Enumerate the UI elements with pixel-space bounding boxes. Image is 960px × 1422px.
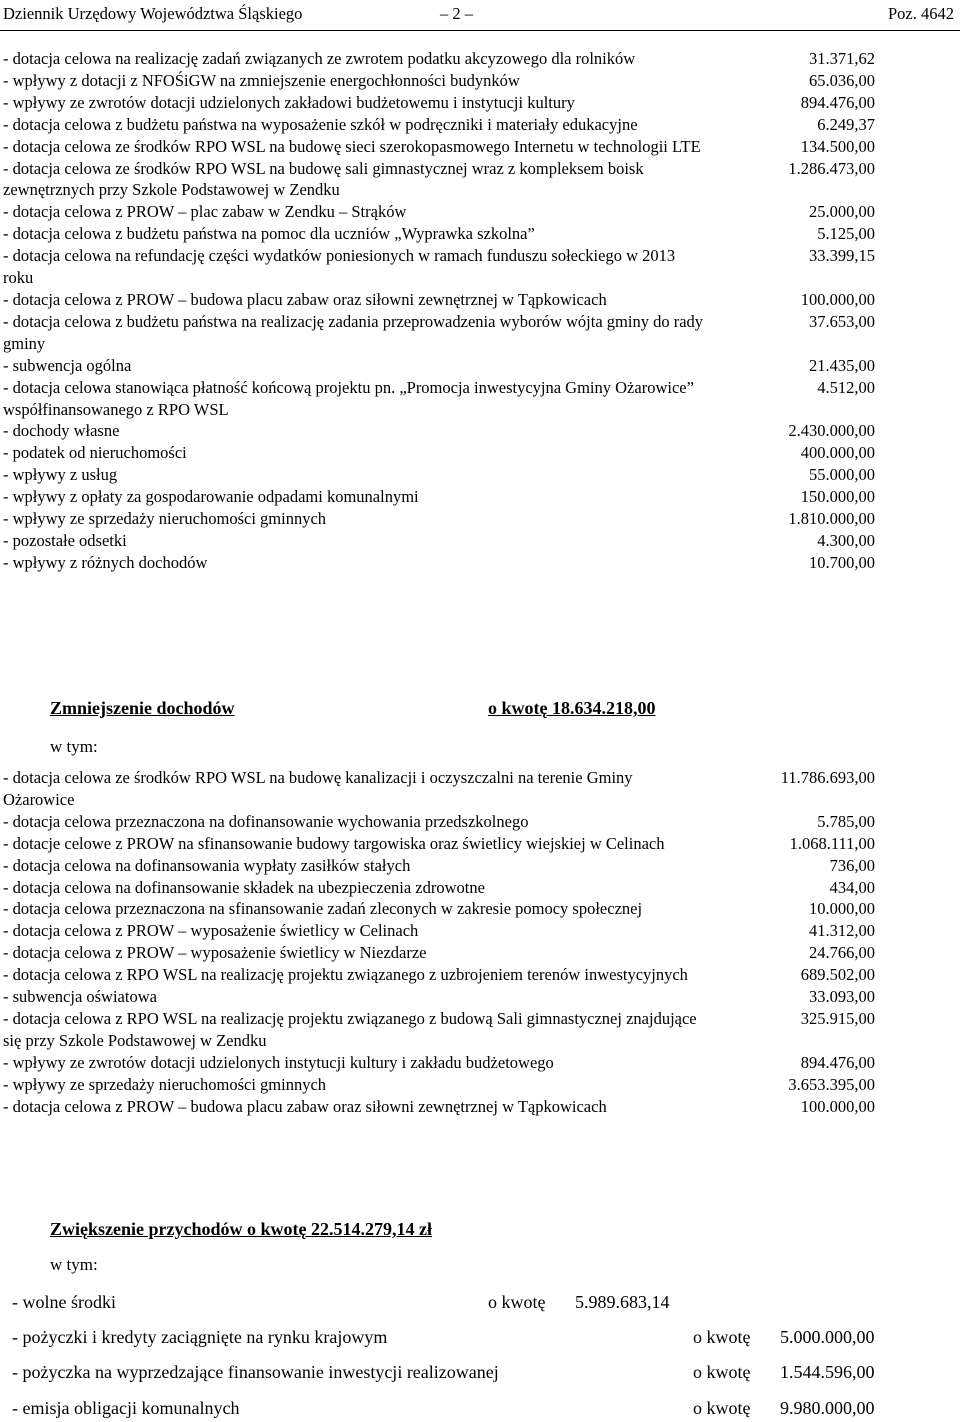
item-amount: 31.371,62 (809, 49, 875, 68)
item-amount: 894.476,00 (800, 1052, 875, 1072)
item-description: - subwencja oświatowa (3, 987, 157, 1007)
position-number: Poz. 4642 (888, 4, 954, 23)
list-item (3, 877, 875, 899)
item-amount: 325.915,00 (800, 1008, 875, 1028)
item-amount: 4.300,00 (817, 530, 875, 550)
decrease-title: Zmniejszenie dochodów (50, 698, 235, 718)
list-item (3, 420, 875, 442)
item-amount: 25.000,00 (809, 202, 875, 222)
list-item (3, 245, 875, 289)
financing-label: o kwotę (693, 1398, 751, 1418)
list-item (3, 92, 875, 114)
item-amount: 55.000,00 (809, 465, 875, 485)
list-item (3, 942, 875, 964)
list-item (3, 508, 875, 530)
list-item (3, 311, 875, 355)
financing-description: - wolne środki (12, 1292, 116, 1312)
item-description: - dotacja celowa z PROW – plac zabaw w Zendku – Strąków (3, 202, 407, 222)
item-description: - wpływy z opłaty za gospodarowanie odpadami komunalnymi (3, 487, 419, 507)
financing-amount: 5.000.000,00 (780, 1327, 875, 1347)
list-item (3, 289, 875, 311)
item-description: - dotacje celowe z PROW na sfinansowanie budowy targowiska oraz świetlicy wiejskiej w Celinach (3, 833, 665, 853)
list-item (3, 442, 875, 464)
list-item (3, 377, 875, 421)
item-description: - wpływy z usług (3, 465, 118, 485)
item-amount: 21.435,00 (809, 355, 875, 375)
item-amount: 10.000,00 (809, 899, 875, 919)
financing-description: - pożyczki i kredyty zaciągnięte na rynku krajowym (12, 1327, 388, 1347)
list-item (3, 48, 875, 70)
item-amount: 1.810.000,00 (788, 509, 875, 529)
income-list (3, 48, 875, 574)
item-description: - dotacja celowa z PROW – budowa placu zabaw oraz siłowni zewnętrznej w Tąpkowicach (3, 289, 607, 309)
item-amount: 689.502,00 (800, 965, 875, 985)
item-description: - wpływy ze sprzedaży nieruchomości gminnych (3, 1074, 327, 1094)
list-item (3, 70, 875, 92)
list-item (3, 898, 875, 920)
item-description: - wpływy ze zwrotów dotacji udzielonych zakładowi budżetowemu i instytucji kultury (3, 92, 575, 112)
item-amount: 41.312,00 (809, 921, 875, 941)
financing-label: o kwotę (693, 1327, 751, 1347)
item-description: - dotacja celowa na realizację zadań związanych ze zwrotem podatku akcyzowego dla rolników (3, 49, 636, 68)
item-amount: 1.068.111,00 (789, 833, 875, 853)
list-item (3, 1096, 875, 1118)
financing-amount: 5.989.683,14 (575, 1292, 670, 1312)
item-amount: 65.036,00 (809, 70, 875, 90)
item-amount: 100.000,00 (800, 1096, 875, 1116)
item-description: - dotacja celowa na refundację części wydatków poniesionych w ramach funduszu sołeckiego w 2013 roku (3, 246, 676, 288)
list-item (3, 530, 875, 552)
item-description: - dotacja celowa z budżetu państwa na realizację zadania przeprowadzenia wyborów wójta gminy do rady gminy (3, 311, 704, 353)
item-description: - wpływy ze zwrotów dotacji udzielonych instytucji kultury i zakładu budżetowego (3, 1052, 554, 1072)
item-amount: 37.653,00 (809, 311, 875, 331)
list-item (3, 158, 875, 202)
item-amount: 736,00 (829, 855, 875, 875)
item-amount: 10.700,00 (809, 552, 875, 572)
increase-wtym: w tym: (50, 1255, 98, 1274)
item-description: - dotacja celowa przeznaczona na dofinansowanie wychowania przedszkolnego (3, 811, 529, 831)
item-amount: 11.786.693,00 (780, 768, 875, 787)
item-amount: 134.500,00 (800, 136, 875, 156)
item-description: - pozostałe odsetki (3, 530, 127, 550)
item-description: - dotacja celowa na dofinansowanie składek na ubezpieczenia zdrowotne (3, 877, 485, 897)
item-amount: 1.286.473,00 (788, 158, 875, 178)
item-amount: 3.653.395,00 (788, 1074, 875, 1094)
item-amount: 6.249,37 (817, 114, 875, 134)
item-amount: 894.476,00 (800, 92, 875, 112)
page-number: – 2 – (440, 4, 473, 23)
financing-label: o kwotę (693, 1362, 751, 1382)
decrease-amount: o kwotę 18.634.218,00 (488, 698, 656, 718)
list-item (3, 136, 875, 158)
list-item (3, 1008, 875, 1052)
list-item (3, 486, 875, 508)
financing-item (12, 1360, 902, 1384)
item-description: - podatek od nieruchomości (3, 443, 187, 463)
item-description: - wpływy z dotacji z NFOŚiGW na zmniejszenie energochłonności budynków (3, 70, 520, 90)
list-item (3, 811, 875, 833)
list-item (3, 855, 875, 877)
item-description: - dotacja celowa przeznaczona na sfinansowanie zadań zleconych w zakresie pomocy społecznej (3, 899, 643, 919)
item-description: - dotacja celowa z PROW – wyposażenie świetlicy w Celinach (3, 921, 419, 941)
item-description: - dotacja celowa ze środków RPO WSL na budowę kanalizacji i oczyszczalni na terenie Gminy Ożarowice (3, 768, 633, 809)
item-description: - dotacja celowa z RPO WSL na realizację projektu związanego z uzbrojeniem terenów inwestycyjnych (3, 965, 688, 985)
item-description: - subwencja ogólna (3, 355, 132, 375)
financing-label: o kwotę (488, 1292, 546, 1312)
increase-title: Zwiększenie przychodów o kwotę 22.514.279,14 zł (50, 1219, 432, 1239)
financing-description: - emisja obligacji komunalnych (12, 1398, 240, 1418)
item-description: - dotacja celowa ze środków RPO WSL na budowę sieci szerokopasmowego Internetu w technologii LTE (3, 136, 701, 156)
item-description: - dotacja celowa z PROW – budowa placu zabaw oraz siłowni zewnętrznej w Tąpkowicach (3, 1096, 607, 1116)
list-item (3, 833, 875, 855)
financing-amount: 1.544.596,00 (780, 1362, 875, 1382)
item-amount: 24.766,00 (809, 943, 875, 963)
item-description: - wpływy z różnych dochodów (3, 552, 208, 572)
item-amount: 100.000,00 (800, 289, 875, 309)
item-description: - dotacja celowa na dofinansowania wypłaty zasiłków stałych (3, 855, 411, 875)
list-item (3, 223, 875, 245)
item-amount: 4.512,00 (817, 377, 875, 397)
item-amount: 400.000,00 (800, 443, 875, 463)
decrease-list (3, 767, 875, 1118)
item-description: - dotacja celowa z budżetu państwa na wyposażenie szkół w podręczniki i materiały edukacyjne (3, 114, 638, 134)
list-item (3, 920, 875, 942)
item-amount: 33.093,00 (809, 987, 875, 1007)
financing-item (12, 1396, 902, 1420)
item-description: - dochody własne (3, 421, 120, 441)
list-item (3, 552, 875, 574)
item-description: - dotacja celowa stanowiąca płatność końcową projektu pn. „Promocja inwestycyjna Gminy Ożarowice” współfinansowanego z RPO WSL (3, 377, 694, 419)
list-item (3, 201, 875, 223)
page-header (0, 0, 960, 31)
item-amount: 5.785,00 (817, 811, 875, 831)
list-item (3, 114, 875, 136)
list-item (3, 464, 875, 486)
decrease-wtym: w tym: (50, 737, 98, 756)
item-amount: 150.000,00 (800, 487, 875, 507)
list-item (3, 964, 875, 986)
item-description: - dotacja celowa ze środków RPO WSL na budowę sali gimnastycznej wraz z kompleksem boisk zewnętrznych przy Szkole Podstawowej w Zendku (3, 158, 644, 200)
item-amount: 33.399,15 (809, 246, 875, 266)
list-item (3, 355, 875, 377)
list-item (3, 767, 875, 811)
list-item (3, 1074, 875, 1096)
item-description: - dotacja celowa z RPO WSL na realizację projektu związanego z budową Sali gimnastycznej znajdujące się przy Szkole Podstawowej w Zendku (3, 1008, 697, 1050)
list-item (3, 1052, 875, 1074)
financing-item (12, 1325, 902, 1349)
journal-title: Dziennik Urzędowy Województwa Śląskiego (3, 4, 303, 23)
financing-description: - pożyczka na wyprzedzające finansowanie inwestycji realizowanej (12, 1362, 499, 1382)
list-item (3, 986, 875, 1008)
financing-amount: 9.980.000,00 (780, 1398, 875, 1418)
item-description: - dotacja celowa z PROW – wyposażenie świetlicy w Niezdarze (3, 943, 427, 963)
item-description: - wpływy ze sprzedaży nieruchomości gminnych (3, 509, 327, 529)
item-amount: 434,00 (829, 877, 875, 897)
financing-item (12, 1290, 902, 1314)
item-amount: 5.125,00 (817, 224, 875, 244)
item-description: - dotacja celowa z budżetu państwa na pomoc dla uczniów „Wyprawka szkolna” (3, 224, 535, 244)
item-amount: 2.430.000,00 (788, 421, 875, 441)
